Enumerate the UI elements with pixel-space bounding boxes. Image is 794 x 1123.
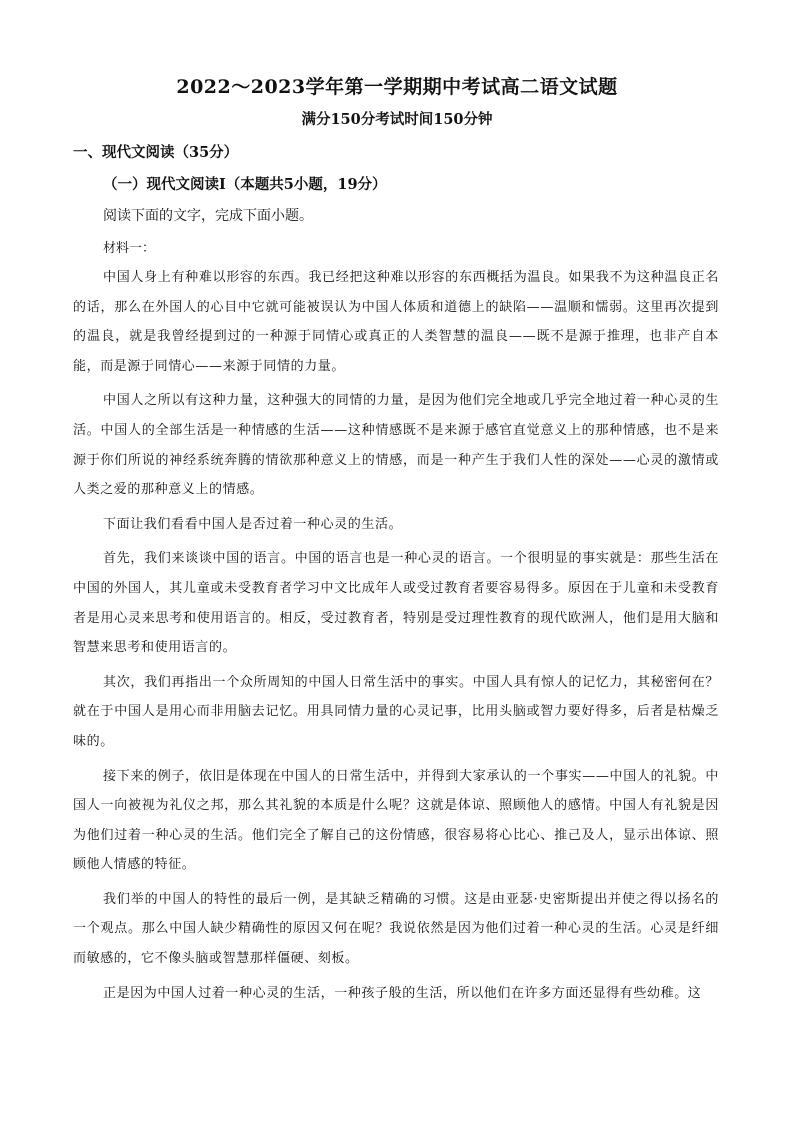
exam-subtitle: 满分150分考试时间150分钟: [301, 111, 493, 128]
passage-paragraph: 我们举的中国人的特性的最后一例，是其缺乏精确的习惯。这是由亚瑟·史密斯提出并使之得以扬名的一个观点。那么中国人缺少精确性的原因又何在呢？我说依然是因为他们过着一种心灵的生活。心灵是纤细而敏感的，它不像头脑或智慧那样僵硬、刻板。: [73, 891, 719, 967]
material-label: 材料一：: [103, 241, 156, 256]
passage-paragraph: 正是因为中国人过着一种心灵的生活，一种孩子般的生活，所以他们在许多方面还显得有些幼稚。这: [103, 985, 702, 1001]
passage-paragraph: 下面让我们看看中国人是否过着一种心灵的生活。: [103, 516, 403, 532]
passage-paragraph: 中国人身上有种难以形容的东西。我已经把这种难以形容的东西概括为温良。如果我不为这种温良正名的话，那么在外国人的心目中它就可能被误认为中国人体质和道德上的缺陷——温顺和懦弱。这里再次提到的温良，就是我曾经提到过的一种源于同情心或真正的人类智慧的温良——既不是源于推理，也非产自本能，而是源于同情心——来源于同情的力量。: [73, 270, 719, 374]
passage-body: [73, 263, 719, 1008]
passage-paragraph: 其次，我们再指出一个众所周知的中国人日常生活中的事实。中国人具有惊人的记忆力，其秘密何在？就在于中国人是用心而非用脑去记忆。用具同情力量的心灵记事，比用头脑或智力要好得多，后者是枯燥乏味的。: [73, 674, 719, 749]
passage-paragraph: 首先，我们来谈谈中国的语言。中国的语言也是一种心灵的语言。一个很明显的事实就是：那些生活在中国的外国人，其儿童或未受教育者学习中文比成年人或受过教育者要容易得多。原因在于儿童和未受教育者是用心灵来思考和使用语言的。相反，受过教育者，特别是受过理性教育的现代欧洲人，他们是用大脑和智慧来思考和使用语言的。: [73, 551, 719, 656]
passage-paragraph: 中国人之所以有这种力量，这种强大的同情的力量，是因为他们完全地或几乎完全地过着一种心灵的生活。中国人的全部生活是一种情感的生活——这种情感既不是来源于感官直觉意义上的那种情感，也不是来源于你们所说的神经系统奔腾的情欲那种意义上的情感，而是一种产生于我们人性的深处——心灵的激情或人类之爱的那种意义上的情感。: [73, 393, 719, 498]
subsection-heading: （一）现代文阅读Ⅰ（本题共5小题，19分）: [103, 176, 387, 193]
passage-paragraph: 接下来的例子，依旧是体现在中国人的日常生活中，并得到大家承认的一个事实——中国人的礼貌。中国人一向被视为礼仪之邦，那么其礼貌的本质是什么呢？这就是体谅、照顾他人的感情。中国人有礼貌是因为他们过着一种心灵的生活。他们完全了解自己的这份情感，很容易将心比心、推己及人，显示出体谅、照顾他人情感的特征。: [73, 768, 719, 873]
reading-instruction: 阅读下面的文字，完成下面小题。: [103, 208, 313, 224]
section-heading: 一、现代文阅读（35分）: [73, 144, 239, 161]
exam-title: 2022～2023学年第一学期期中考试高二语文试题: [176, 76, 618, 98]
